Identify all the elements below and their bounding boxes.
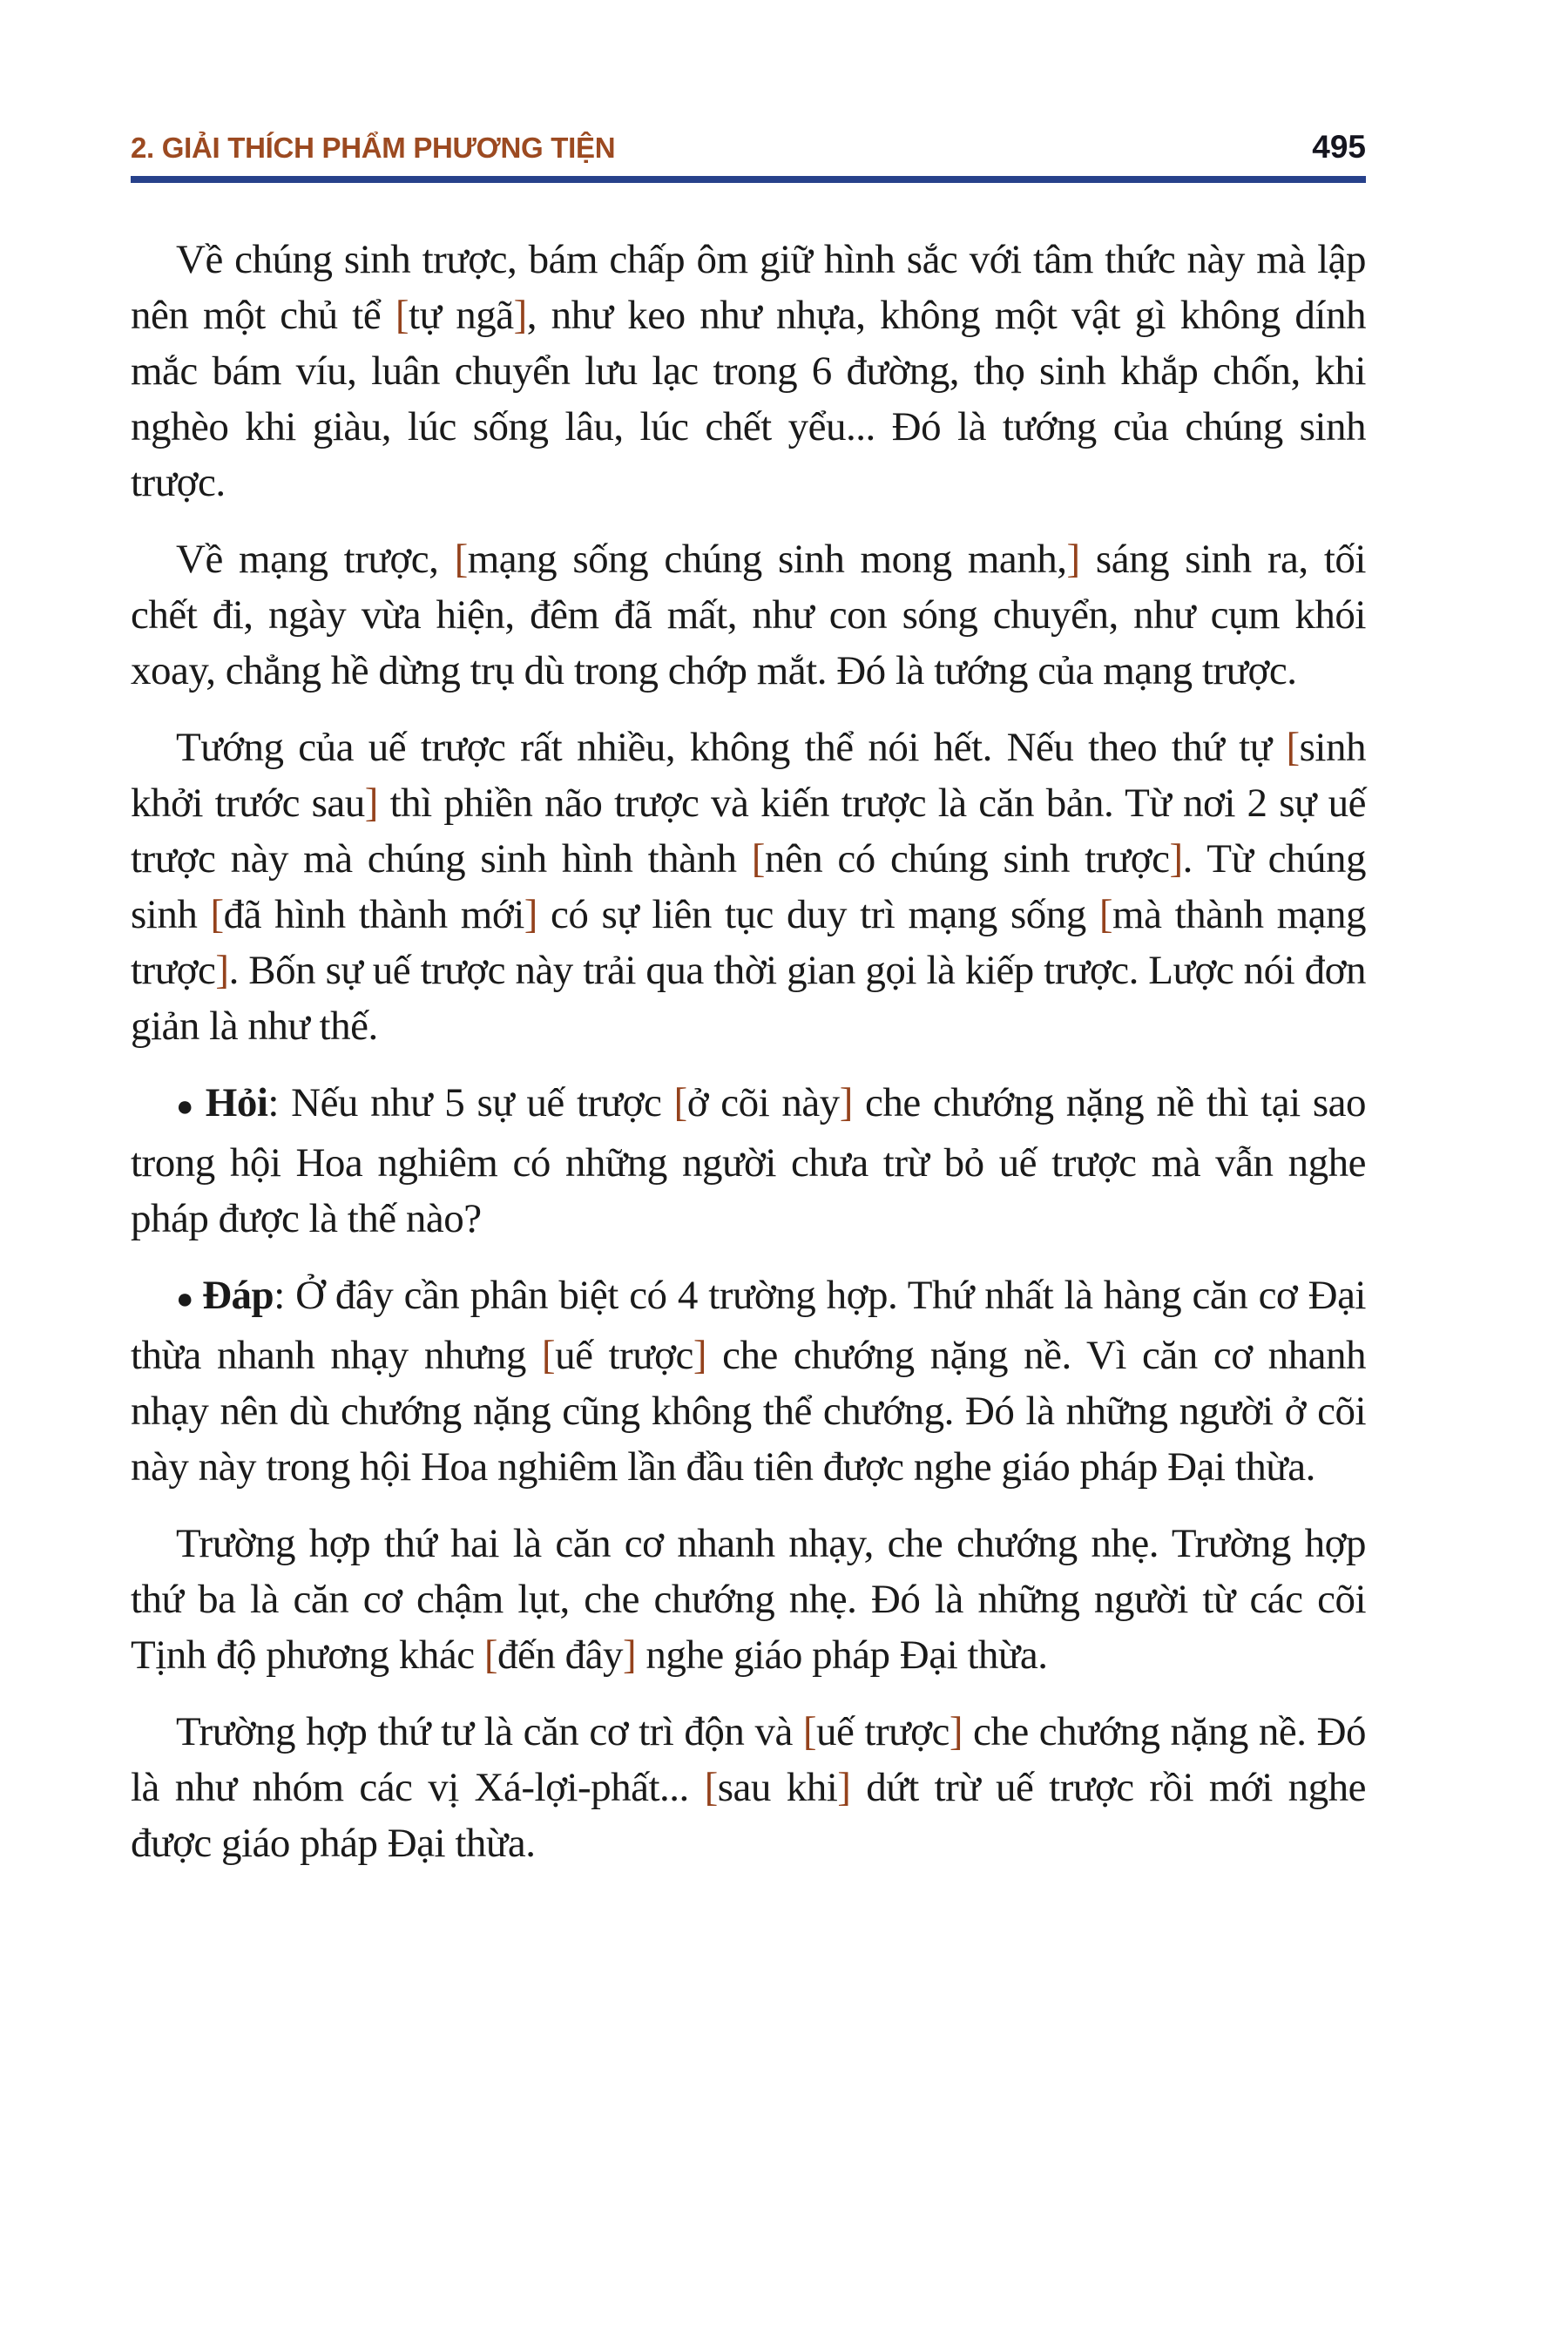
paragraph	[131, 720, 1366, 1054]
paragraph	[131, 1704, 1366, 1871]
text-run: Trường hợp thứ tư là căn cơ trì độn và	[176, 1709, 803, 1754]
text-run: đã hình thành mới	[223, 892, 524, 937]
bracket: ]	[949, 1709, 963, 1754]
bracket: ]	[215, 948, 229, 993]
bracket: ]	[524, 892, 537, 937]
bullet-icon: ●	[176, 1283, 203, 1315]
qa-label: Đáp	[202, 1273, 274, 1318]
bracket: [	[1286, 725, 1300, 770]
bracket: [	[395, 293, 409, 338]
bracket: ]	[837, 1765, 851, 1810]
bracket: [	[210, 892, 224, 937]
text-run: đến đây	[497, 1632, 623, 1678]
text-run: che chướng nặng nề. Vì căn cơ nhanh nhạy nên dù chướng nặng cũng không thể chướng. Đó là những người ở cõi này này trong hội Hoa nghiêm lần đầu tiên được nghe giáo pháp Đại thừa.	[131, 1333, 1366, 1490]
text-run: che chướng nặng nề. Đó là như nhóm các vị Xá-lợi-phất...	[131, 1709, 1367, 1810]
bracket: [	[454, 537, 468, 582]
text-run: , như keo như nhựa, không một vật gì không dính mắc bám víu, luân chuyển lưu lạc trong 6 đường, thọ sinh khắp chốn, khi nghèo khi giàu, lúc sống lâu, lúc chết yểu... Đó là tướng của chúng sinh trược.	[131, 293, 1366, 505]
paragraph	[131, 1516, 1366, 1683]
text-run: tự ngã	[409, 293, 514, 338]
text-run: nên có chúng sinh trược	[764, 836, 1170, 882]
bracket: [	[1098, 892, 1113, 937]
bracket: [	[673, 1080, 687, 1125]
text-run: Trường hợp thứ hai là căn cơ nhanh nhạy, che chướng nhẹ. Trường hợp thứ ba là căn cơ chậm lụt, che chướng nhẹ. Đó là những người từ các cõi Tịnh độ phương khác	[131, 1521, 1366, 1678]
bracket: ]	[513, 293, 527, 338]
qa-label: Hỏi	[205, 1080, 268, 1125]
bracket: ]	[1169, 836, 1183, 882]
running-title: 2. GIẢI THÍCH PHẨM PHƯƠNG TIỆN	[131, 132, 616, 164]
bracket: ]	[1066, 537, 1080, 582]
text-run: sau khi	[717, 1765, 838, 1810]
paragraph	[131, 531, 1366, 699]
text-run: Về mạng trược,	[176, 537, 455, 582]
header-rule	[131, 176, 1366, 183]
text-run: sinh khởi trước sau	[131, 725, 1366, 826]
bracket: [	[802, 1709, 817, 1754]
text-run: mà thành mạng trược	[131, 892, 1367, 993]
text-run: mạng sống chúng sinh mong manh,	[467, 537, 1067, 582]
text-run: Tướng của uế trược rất nhiều, không thể nói hết. Nếu theo thứ tự	[176, 725, 1287, 770]
text-run: Về chúng sinh trược, bám chấp ôm giữ hình sắc với tâm thức này mà lập nên một chủ tể	[131, 237, 1366, 338]
bracket: [	[751, 836, 765, 882]
text-run: : Ở đây cần phân biệt có 4 trường hợp. Thứ nhất là hàng căn cơ Đại thừa nhanh nhạy nhưng	[131, 1273, 1366, 1378]
paragraph	[131, 232, 1366, 510]
text-run: sáng sinh ra, tối chết đi, ngày vừa hiện, đêm đã mất, như con sóng chuyển, như cụm khói xoay, chẳng hề dừng trụ dù trong chớp mắt. Đó là tướng của mạng trược.	[131, 537, 1366, 693]
bracket: ]	[622, 1632, 637, 1678]
paragraph	[131, 1267, 1366, 1495]
bullet-icon: ●	[176, 1091, 206, 1123]
bracket: [	[704, 1765, 718, 1810]
text-run: che chướng nặng nề thì tại sao trong hội Hoa nghiêm có những người chưa trừ bỏ uế trược mà vẫn nghe pháp được là thế nào?	[131, 1080, 1366, 1241]
bracket: ]	[364, 781, 378, 826]
bracket: ]	[693, 1333, 707, 1378]
text-run: . Bốn sự uế trược này trải qua thời gian gọi là kiếp trược. Lược nói đơn giản là như thế.	[131, 948, 1366, 1049]
bracket: [	[483, 1632, 497, 1678]
text-run: thì phiền não trược và kiến trược là căn bản. Từ nơi 2 sự uế trược này mà chúng sinh hình thành	[131, 781, 1366, 882]
page-number: 495	[1312, 129, 1366, 165]
page-header	[131, 129, 1366, 166]
text-run: : Nếu như 5 sự uế trược	[267, 1080, 674, 1125]
paragraph	[131, 1075, 1366, 1247]
text-run: ở cõi này	[686, 1080, 840, 1125]
body-text	[131, 232, 1366, 1871]
text-run: uế trược	[816, 1709, 950, 1754]
text-run: có sự liên tục duy trì mạng sống	[537, 892, 1099, 937]
text-run: dứt trừ uế trược rồi mới nghe được giáo pháp Đại thừa.	[131, 1765, 1367, 1866]
bracket: [	[541, 1333, 556, 1378]
text-run: . Từ chúng sinh	[131, 836, 1366, 937]
bracket: ]	[839, 1080, 853, 1125]
text-run: nghe giáo pháp Đại thừa.	[636, 1632, 1048, 1678]
text-run: uế trược	[555, 1333, 693, 1378]
